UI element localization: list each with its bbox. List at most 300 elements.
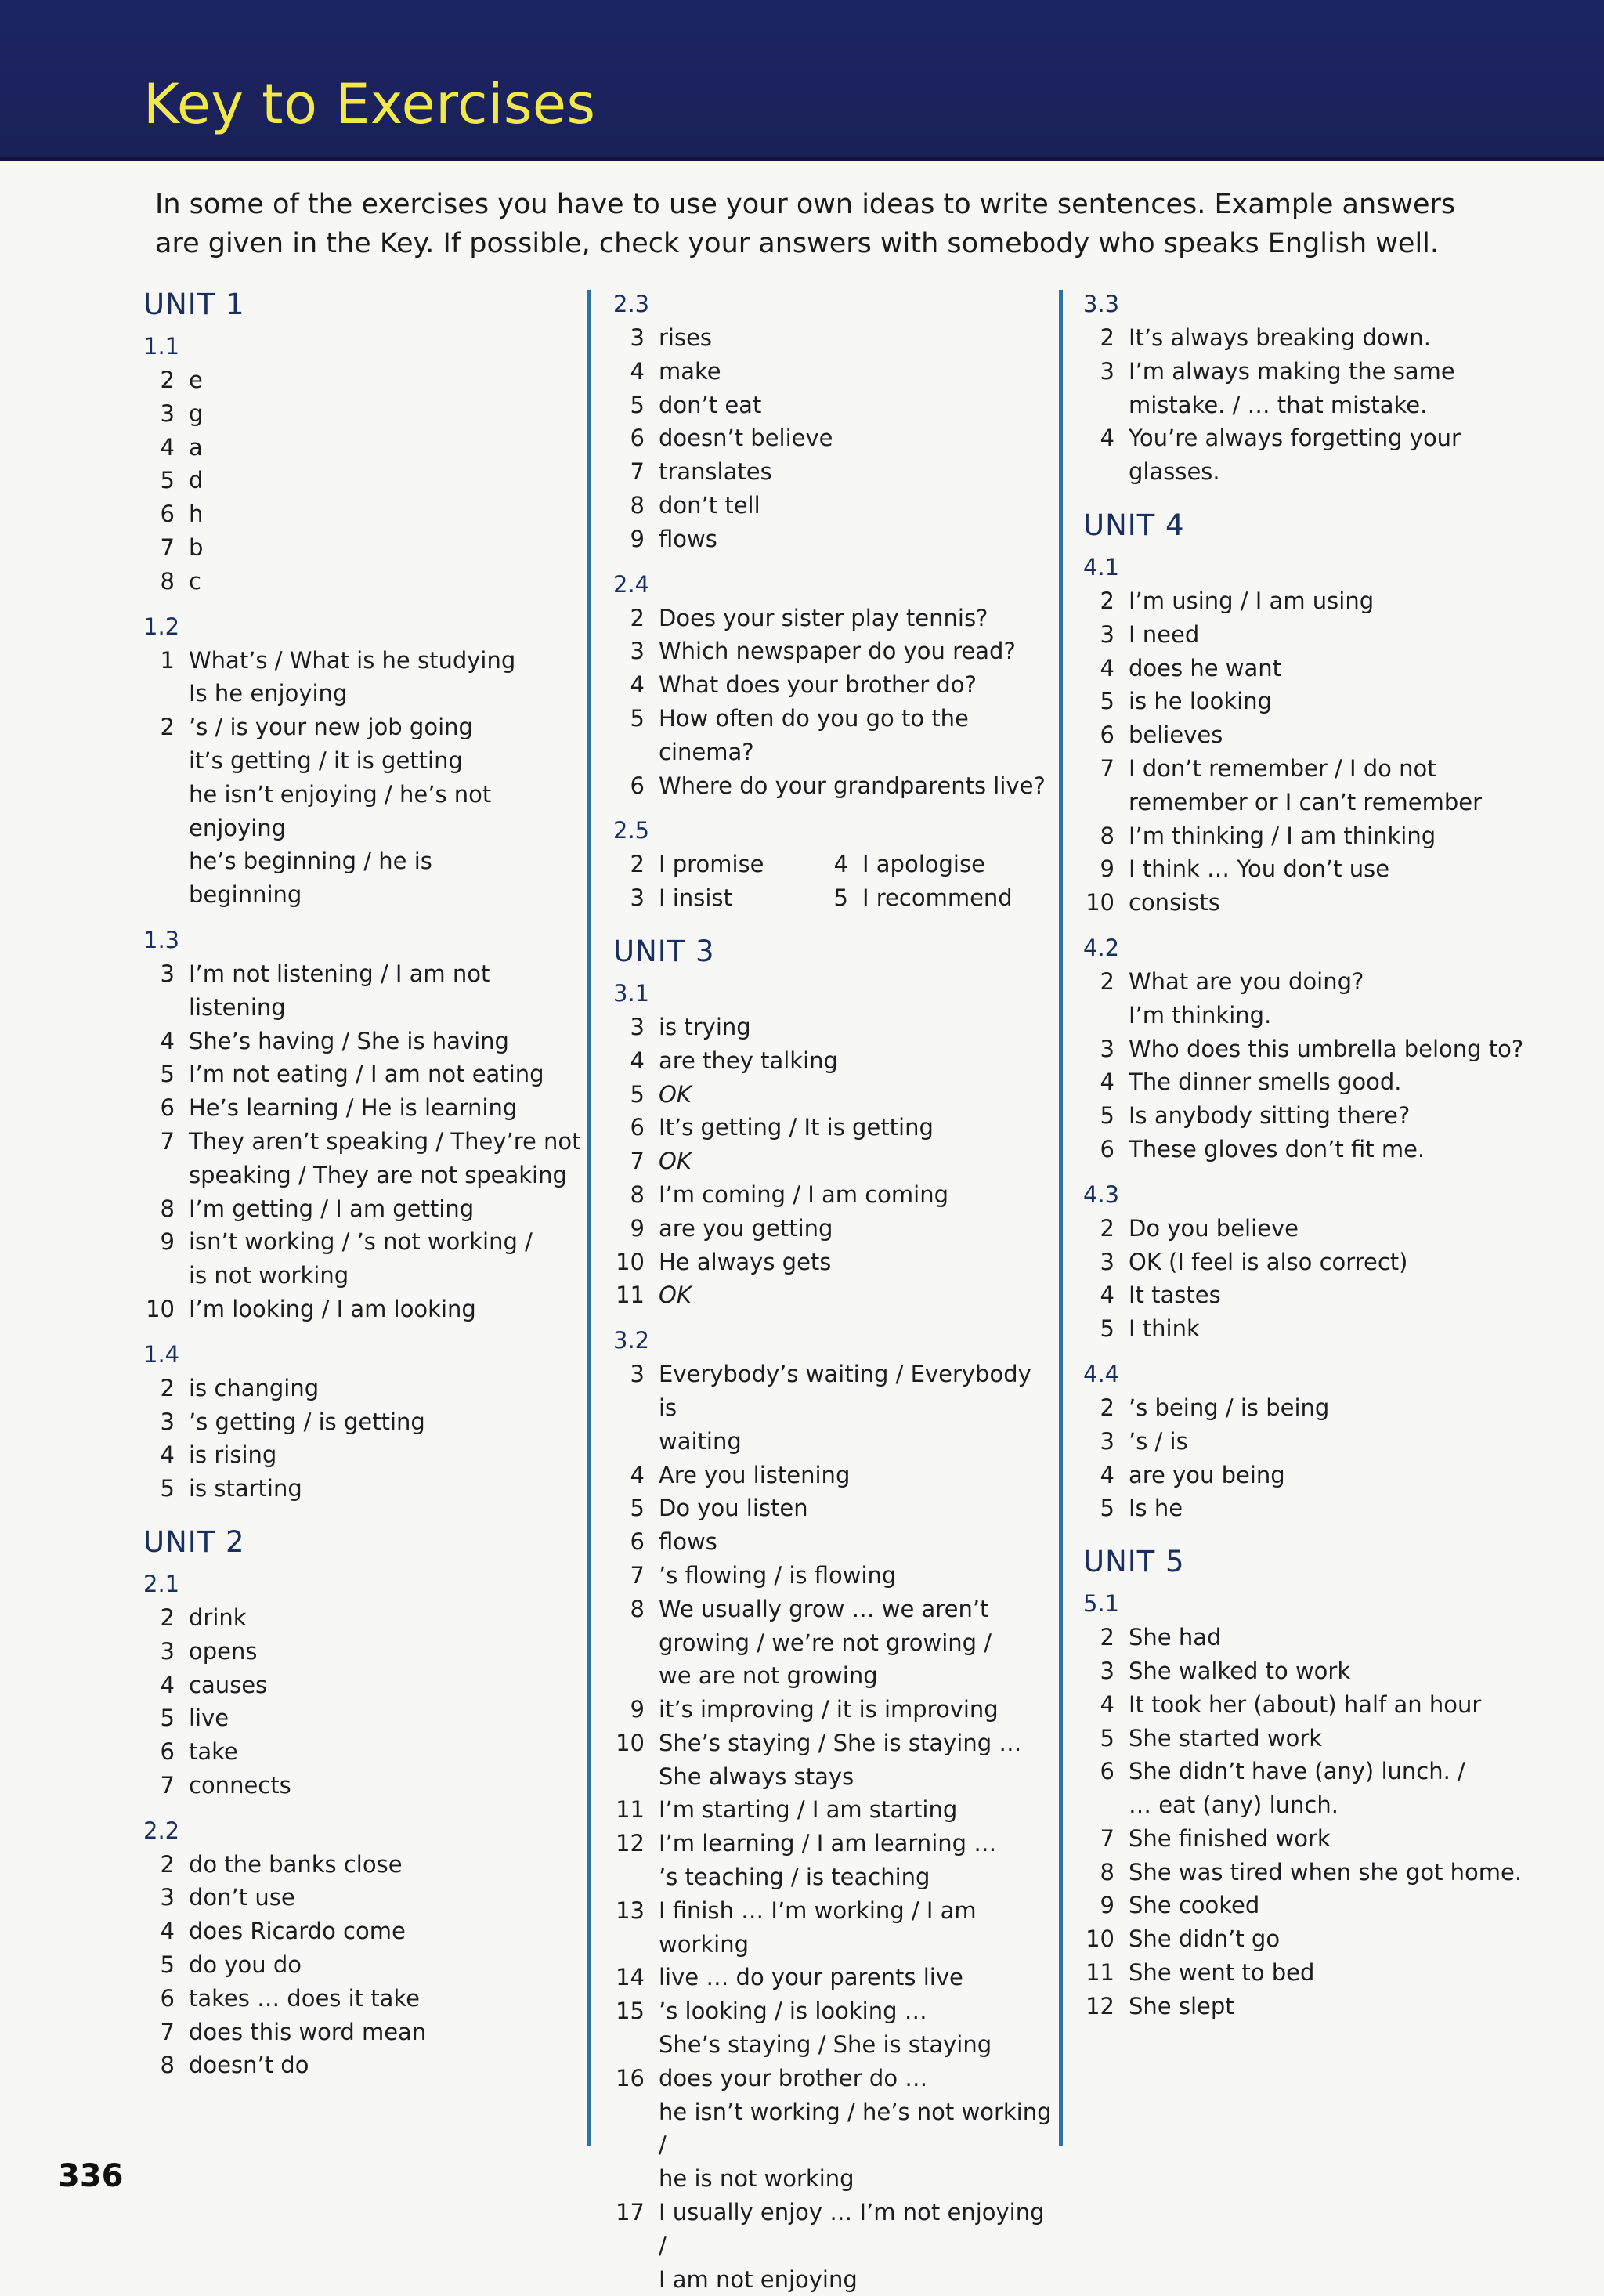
- item-number: 2: [1100, 1214, 1114, 1242]
- answer-item: [143, 1915, 582, 1948]
- answer-item: [143, 1669, 582, 1702]
- item-answer: consists: [1129, 889, 1220, 917]
- item-answer: Which newspaper do you read?: [659, 638, 1016, 665]
- answer-item: [143, 1125, 582, 1192]
- exercise-number: 3.2: [613, 1327, 650, 1354]
- item-answer: She cooked: [1129, 1892, 1260, 1919]
- item-number: 2: [630, 604, 645, 631]
- answer-item: [143, 497, 582, 531]
- item-answer: OK (I feel is also correct): [1129, 1248, 1408, 1275]
- two-column-answers: [613, 848, 1052, 915]
- item-number: 3: [1100, 1427, 1114, 1455]
- item-number: 4: [160, 1027, 175, 1054]
- item-number: 10: [616, 1729, 645, 1756]
- item-number: 7: [160, 2018, 175, 2045]
- item-answer: It’s getting / It is getting: [659, 1114, 934, 1141]
- answer-item: [613, 1491, 1052, 1525]
- column-divider: [587, 290, 591, 2146]
- answer-item: [143, 1372, 582, 1405]
- item-number: 3: [160, 960, 175, 987]
- answer-item: [1083, 1491, 1537, 1525]
- item-number: 5: [1100, 1495, 1114, 1522]
- answer-item: [817, 848, 1021, 881]
- answer-item: [143, 1881, 582, 1915]
- item-number: 6: [630, 772, 645, 799]
- page-title: Key to Exercises: [143, 72, 596, 136]
- answer-item: [143, 1472, 582, 1506]
- item-answer: Do you believe: [1129, 1214, 1299, 1242]
- answer-item: [143, 1982, 582, 2016]
- item-number: 10: [146, 1295, 175, 1322]
- item-number: 5: [1100, 688, 1114, 715]
- answer-item: [613, 848, 817, 881]
- answer-item: [1083, 1133, 1537, 1166]
- item-answer: I recommend: [862, 884, 1013, 912]
- page-number: 336: [58, 2158, 124, 2194]
- item-number: 7: [1100, 754, 1114, 782]
- item-number: 3: [630, 1361, 645, 1388]
- answer-item: [143, 1225, 582, 1293]
- item-answer: does this word mean: [189, 2018, 427, 2045]
- item-answer: Is anybody sitting there?: [1129, 1102, 1411, 1130]
- item-answer: opens: [189, 1637, 258, 1665]
- answer-item: [143, 957, 582, 1025]
- unit-heading: UNIT 2: [143, 1524, 245, 1559]
- exercise-number: 2.2: [143, 1817, 180, 1844]
- item-number: 3: [160, 400, 175, 427]
- item-number: 5: [160, 1475, 175, 1502]
- answer-item: [613, 1994, 1052, 2062]
- answer-item: [143, 710, 582, 912]
- item-number: 1: [160, 646, 175, 674]
- answer-item: [1083, 819, 1537, 853]
- answer-item: [613, 1593, 1052, 1693]
- answer-item: [613, 1358, 1052, 1458]
- item-answer: She walked to work: [1129, 1657, 1351, 1684]
- item-number: 6: [1100, 1135, 1114, 1162]
- item-answer: I’m getting / I am getting: [189, 1195, 475, 1222]
- answer-item: [1083, 1099, 1537, 1133]
- answer-item: [613, 421, 1052, 455]
- item-answer: g: [189, 400, 204, 427]
- item-answer: It tastes: [1129, 1282, 1221, 1309]
- item-number: 8: [630, 491, 645, 519]
- exercise-number: 3.3: [1083, 291, 1120, 317]
- item-answer: doesn’t believe: [659, 425, 833, 452]
- exercise-number: 1.3: [143, 926, 180, 953]
- item-number: 5: [160, 1061, 175, 1088]
- exercise-number: 5.1: [1083, 1590, 1120, 1618]
- answers-right: [817, 848, 1021, 915]
- answer-item: [613, 1459, 1052, 1492]
- answer-item: [143, 1735, 582, 1769]
- item-answer: e: [189, 367, 203, 393]
- item-answer: don’t eat: [659, 391, 762, 418]
- item-answer: She had: [1129, 1624, 1222, 1651]
- exercise-number: 1.2: [143, 613, 180, 640]
- item-answer: live: [189, 1705, 229, 1732]
- item-number: 9: [630, 1696, 645, 1723]
- item-number: 5: [1100, 1724, 1114, 1752]
- item-answer: It’s always breaking down.: [1129, 324, 1431, 351]
- item-answer: don’t tell: [659, 491, 760, 519]
- item-number: 2: [160, 1374, 175, 1401]
- exercise-number: 4.3: [1083, 1181, 1120, 1208]
- item-answer: I’m learning / I am learning … ’s teaching / is teaching: [659, 1830, 997, 1891]
- answer-item: [143, 464, 582, 497]
- item-answer: is starting: [189, 1475, 302, 1502]
- item-number: 4: [630, 1461, 645, 1488]
- exercise-number: 4.1: [1083, 553, 1120, 580]
- item-answer: I’m always making the same mistake. / … that mistake.: [1129, 357, 1455, 418]
- item-number: 9: [160, 1228, 175, 1256]
- item-number: 9: [1100, 1892, 1114, 1919]
- header-banner: [0, 0, 1604, 161]
- item-answer: OK: [659, 1282, 692, 1309]
- item-number: 13: [616, 1896, 645, 1924]
- item-number: 7: [630, 1148, 645, 1175]
- item-number: 2: [160, 367, 175, 393]
- item-number: 3: [1100, 357, 1114, 385]
- item-answer: ’s flowing / is flowing: [659, 1561, 897, 1589]
- item-answer: I don’t remember / I do not remember or I can’t remember: [1129, 754, 1483, 815]
- exercise-section: [1083, 288, 1537, 489]
- item-number: 10: [1086, 1925, 1114, 1953]
- item-answer: What’s / What is he studying Is he enjoying: [189, 646, 516, 707]
- item-number: 6: [160, 1094, 175, 1122]
- answer-item: [613, 2196, 1052, 2296]
- item-number: 12: [1086, 1992, 1114, 2019]
- item-answer: drink: [189, 1604, 247, 1631]
- item-number: 5: [630, 704, 645, 732]
- exercise-number: 3.1: [613, 979, 650, 1007]
- item-answer: does Ricardo come: [189, 1918, 406, 1945]
- item-number: 15: [616, 1998, 645, 2025]
- answer-item: [613, 1212, 1052, 1246]
- exercise-section: [143, 331, 582, 598]
- unit-heading: UNIT 3: [613, 934, 715, 968]
- item-answer: She didn’t have (any) lunch. / … eat (any) lunch.: [1129, 1758, 1465, 1819]
- item-answer: I insist: [659, 884, 732, 912]
- item-number: 2: [1100, 1624, 1114, 1651]
- answer-item: [1083, 965, 1537, 1032]
- answer-item: [143, 1769, 582, 1802]
- unit-heading: UNIT 4: [1083, 508, 1185, 542]
- item-number: 8: [1100, 822, 1114, 849]
- item-answer: does your brother do … he isn’t working / he’s not working / he is not working: [659, 2064, 1052, 2193]
- item-number: 7: [160, 1127, 175, 1155]
- column-divider: [1059, 290, 1063, 2146]
- answer-item: [143, 644, 582, 711]
- exercise-number: 1.4: [143, 1340, 180, 1368]
- item-answer: ’s / is: [1129, 1427, 1188, 1455]
- item-number: 8: [1100, 1858, 1114, 1886]
- item-answer: He always gets: [659, 1248, 832, 1275]
- exercise-section: [1083, 1358, 1537, 1525]
- answer-item: [1083, 1032, 1537, 1066]
- unit-heading: UNIT 1: [143, 287, 245, 321]
- item-answer: I need: [1129, 620, 1200, 648]
- answer-item: [613, 321, 1052, 355]
- item-number: 6: [1100, 1758, 1114, 1785]
- answer-item: [1083, 1312, 1537, 1346]
- answer-item: [1083, 685, 1537, 718]
- exercise-number: 1.1: [143, 333, 180, 360]
- answer-item: [1083, 1755, 1537, 1822]
- item-answer: I think: [1129, 1315, 1200, 1343]
- answer-item: [1083, 1246, 1537, 1279]
- item-answer: are they talking: [659, 1047, 838, 1074]
- item-number: 6: [160, 1738, 175, 1766]
- item-answer: I’m looking / I am looking: [189, 1295, 476, 1322]
- answer-item: [613, 1011, 1052, 1044]
- item-answer: do the banks close: [189, 1850, 403, 1878]
- item-answer: connects: [189, 1771, 291, 1799]
- exercise-section: [1083, 551, 1537, 920]
- item-answer: She’s staying / She is staying … She always stays: [659, 1729, 1022, 1790]
- item-number: 5: [160, 1951, 175, 1979]
- answer-item: [143, 1293, 582, 1326]
- answer-item: [613, 1044, 1052, 1078]
- answer-item: [613, 1894, 1052, 1962]
- item-answer: I’m not listening / I am not listening: [189, 960, 490, 1021]
- item-answer: flows: [659, 525, 717, 552]
- item-answer: Who does this umbrella belong to?: [1129, 1035, 1524, 1062]
- item-number: 3: [1100, 1035, 1114, 1062]
- item-answer: is rising: [189, 1441, 277, 1469]
- item-number: 3: [160, 1408, 175, 1435]
- exercise-number: 2.3: [613, 291, 650, 317]
- item-answer: I think … You don’t use: [1129, 855, 1390, 883]
- item-answer: b: [189, 533, 204, 561]
- answer-item: [613, 702, 1052, 769]
- item-answer: She didn’t go: [1129, 1925, 1281, 1953]
- item-answer: c: [189, 567, 201, 595]
- item-answer: live … do your parents live: [659, 1964, 963, 1991]
- item-answer: They aren’t speaking / They’re not speaking / They are not speaking: [189, 1127, 581, 1188]
- exercise-section: [143, 1568, 582, 1802]
- item-number: 10: [616, 1248, 645, 1275]
- item-answer: We usually grow … we aren’t growing / we’re not growing / we are not growing: [659, 1595, 992, 1690]
- item-number: 6: [1100, 721, 1114, 749]
- answer-item: [143, 1192, 582, 1226]
- answer-item: [143, 1058, 582, 1091]
- answer-item: [613, 1793, 1052, 1827]
- item-number: 4: [1100, 1282, 1114, 1309]
- item-number: 2: [630, 851, 645, 878]
- item-number: 11: [1086, 1959, 1114, 1987]
- answer-item: [613, 389, 1052, 422]
- item-number: 6: [160, 1984, 175, 2012]
- answer-item: [143, 1091, 582, 1125]
- answers-left: [613, 848, 817, 915]
- item-number: 4: [1100, 1690, 1114, 1718]
- answer-item: [143, 363, 582, 397]
- answer-item: [143, 1635, 582, 1669]
- item-answer: OK: [659, 1148, 692, 1175]
- answer-item: [817, 881, 1021, 915]
- answer-item: [1083, 1391, 1537, 1425]
- item-answer: She started work: [1129, 1724, 1323, 1752]
- answer-item: [143, 2016, 582, 2049]
- answer-item: [613, 489, 1052, 522]
- exercise-section: [613, 815, 1052, 915]
- item-answer: ’s / is your new job going it’s getting / it is getting he isn’t enjoying / he’s not enjoying he’s beginning / he is beginning: [189, 714, 492, 909]
- unit-heading: UNIT 5: [1083, 1545, 1185, 1579]
- item-number: 5: [630, 1080, 645, 1108]
- item-number: 17: [616, 2199, 645, 2226]
- exercise-number: 2.4: [613, 570, 650, 598]
- answer-item: [143, 1601, 582, 1635]
- item-number: 2: [1100, 967, 1114, 995]
- item-answer: does he want: [1129, 654, 1281, 682]
- exercise-section: [613, 978, 1052, 1312]
- intro-paragraph: In some of the exercises you have to use your own ideas to write sentences. Example answers are given in the Key. If possible, check your answers with somebody who speaks English well.: [155, 189, 1456, 259]
- answer-item: [613, 602, 1052, 635]
- item-answer: I finish … I’m working / I am working: [659, 1896, 977, 1958]
- item-number: 2: [160, 1604, 175, 1631]
- item-answer: Does your sister play tennis?: [659, 604, 988, 631]
- answer-item: [1083, 1822, 1537, 1856]
- item-answer: I’m thinking / I am thinking: [1129, 822, 1436, 849]
- answer-item: [613, 355, 1052, 389]
- item-answer: She went to bed: [1129, 1959, 1315, 1987]
- answer-item: [1083, 752, 1537, 819]
- answer-item: [1083, 618, 1537, 652]
- item-number: 9: [1100, 855, 1114, 883]
- item-answer: is trying: [659, 1013, 751, 1040]
- item-number: 4: [833, 851, 848, 878]
- answer-item: [1083, 321, 1537, 355]
- answer-item: [613, 635, 1052, 668]
- item-number: 6: [160, 501, 175, 528]
- item-number: 4: [1100, 425, 1114, 452]
- item-answer: The dinner smells good.: [1129, 1068, 1402, 1096]
- item-answer: isn’t working / ’s not working / is not working: [189, 1228, 533, 1289]
- answer-item: [613, 881, 817, 915]
- item-number: 5: [1100, 1315, 1114, 1343]
- answer-item: [613, 1827, 1052, 1894]
- item-number: 8: [160, 1195, 175, 1222]
- item-number: 5: [630, 391, 645, 418]
- answer-item: [613, 1111, 1052, 1144]
- answer-item: [143, 1405, 582, 1439]
- exercise-section: [1083, 932, 1537, 1166]
- item-answer: h: [189, 501, 204, 528]
- answer-item: [1083, 718, 1537, 752]
- item-number: 7: [630, 458, 645, 486]
- item-number: 4: [630, 671, 645, 699]
- item-number: 3: [1100, 1657, 1114, 1684]
- item-answer: flows: [659, 1528, 717, 1556]
- item-answer: Where do your grandparents live?: [659, 772, 1046, 799]
- answer-column-1: [143, 288, 582, 2082]
- answer-item: [613, 2062, 1052, 2196]
- item-answer: are you getting: [659, 1214, 833, 1242]
- item-answer: Is he: [1129, 1495, 1183, 1522]
- item-number: 11: [616, 1282, 645, 1309]
- item-answer: I promise: [659, 851, 764, 878]
- item-number: 7: [160, 1771, 175, 1799]
- answer-column-3: [1083, 288, 1537, 2023]
- item-answer: She slept: [1129, 1992, 1234, 2019]
- item-number: 3: [630, 638, 645, 665]
- item-answer: It took her (about) half an hour: [1129, 1690, 1482, 1718]
- answer-item: [1083, 1212, 1537, 1246]
- item-number: 6: [630, 425, 645, 452]
- item-answer: believes: [1129, 721, 1223, 749]
- item-answer: You’re always forgetting your glasses.: [1129, 425, 1461, 486]
- item-answer: make: [659, 357, 721, 385]
- item-answer: it’s improving / it is improving: [659, 1696, 999, 1723]
- answer-item: [613, 1144, 1052, 1178]
- answer-item: [613, 1961, 1052, 1994]
- item-number: 4: [1100, 654, 1114, 682]
- answer-item: [1083, 421, 1537, 489]
- item-number: 8: [630, 1595, 645, 1622]
- item-number: 8: [160, 2052, 175, 2079]
- answer-item: [613, 1693, 1052, 1727]
- exercise-number: 4.2: [1083, 934, 1120, 961]
- answer-item: [1083, 1065, 1537, 1099]
- item-number: 3: [1100, 620, 1114, 648]
- item-number: 16: [616, 2064, 645, 2092]
- exercise-section: [1083, 1179, 1537, 1346]
- item-answer: is changing: [189, 1374, 320, 1401]
- item-number: 8: [160, 567, 175, 595]
- item-number: 4: [1100, 1461, 1114, 1488]
- answer-item: [1083, 886, 1537, 920]
- item-number: 5: [630, 1495, 645, 1522]
- item-number: 4: [160, 433, 175, 461]
- answer-item: [143, 531, 582, 565]
- item-number: 14: [616, 1964, 645, 1991]
- item-number: 3: [630, 1013, 645, 1040]
- answer-item: [143, 431, 582, 465]
- exercise-number: 2.1: [143, 1570, 180, 1597]
- item-number: 6: [630, 1114, 645, 1141]
- item-answer: translates: [659, 458, 772, 486]
- item-number: 9: [630, 1214, 645, 1242]
- item-answer: I’m not eating / I am not eating: [189, 1061, 544, 1088]
- item-number: 3: [630, 324, 645, 351]
- item-answer: ’s looking / is looking … She’s staying / She is staying: [659, 1998, 992, 2059]
- item-number: 2: [160, 1850, 175, 1878]
- item-answer: I apologise: [862, 851, 985, 878]
- answer-item: [1083, 1956, 1537, 1990]
- item-number: 3: [160, 1637, 175, 1665]
- item-number: 3: [630, 884, 645, 912]
- answer-item: [143, 1025, 582, 1058]
- exercise-section: [613, 569, 1052, 803]
- item-number: 4: [630, 1047, 645, 1074]
- item-answer: How often do you go to the cinema?: [659, 704, 969, 765]
- item-number: 5: [1100, 1102, 1114, 1130]
- item-answer: I usually enjoy … I’m not enjoying / I am not enjoying: [659, 2199, 1045, 2293]
- item-number: 10: [1086, 889, 1114, 917]
- answer-item: [613, 1727, 1052, 1794]
- item-answer: do you do: [189, 1951, 302, 1979]
- item-answer: OK: [659, 1080, 692, 1108]
- exercise-number: 4.4: [1083, 1360, 1120, 1387]
- exercise-section: [143, 1339, 582, 1506]
- answer-item: [143, 1438, 582, 1472]
- exercise-section: [143, 611, 582, 912]
- answer-item: [1083, 652, 1537, 685]
- answer-item: [1083, 1425, 1537, 1459]
- answer-item: [613, 1078, 1052, 1112]
- item-number: 5: [833, 884, 848, 912]
